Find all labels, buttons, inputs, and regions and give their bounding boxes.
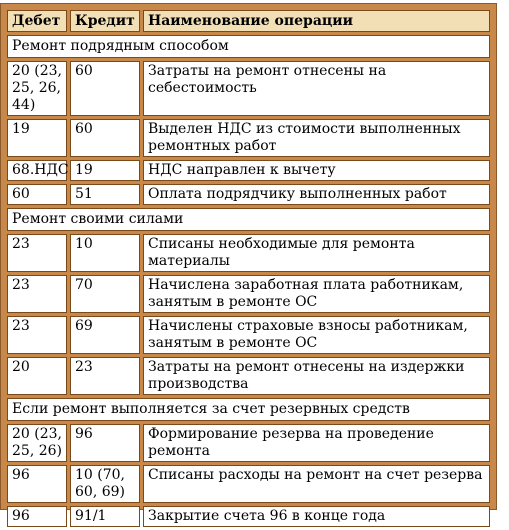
- operation-cell: Формирование резерва на проведение ремонта: [143, 424, 490, 462]
- header-credit: Кредит: [70, 10, 140, 32]
- operation-cell: Списаны необходимые для ремонта материалы: [143, 234, 490, 272]
- table-row: [7, 234, 490, 272]
- header-operation: Наименование операции: [143, 10, 490, 32]
- credit-cell: 23: [70, 357, 140, 395]
- table-row: [7, 119, 490, 157]
- table-row: [7, 184, 490, 205]
- credit-cell: 70: [70, 275, 140, 313]
- table-row: [7, 357, 490, 395]
- operation-cell: Списаны расходы на ремонт на счет резерва: [143, 465, 490, 503]
- postings-table-frame: [0, 3, 497, 524]
- table-row: [7, 61, 490, 116]
- header-row: [7, 10, 490, 32]
- header-debit: Дебет: [7, 10, 67, 32]
- section-title: Если ремонт выполняется за счет резервных средств: [7, 398, 490, 421]
- credit-cell: 60: [70, 119, 140, 157]
- debit-cell: 96: [7, 465, 67, 503]
- debit-cell: 20 (23, 25, 26): [7, 424, 67, 462]
- section-row: [7, 398, 490, 421]
- table-row: [7, 275, 490, 313]
- credit-cell: 96: [70, 424, 140, 462]
- credit-cell: 19: [70, 160, 140, 181]
- postings-table: [4, 7, 493, 530]
- debit-cell: 68.НДС: [7, 160, 67, 181]
- debit-cell: 23: [7, 234, 67, 272]
- table-row: [7, 506, 490, 527]
- operation-cell: Начислена заработная плата работникам, занятым в ремонте ОС: [143, 275, 490, 313]
- table-row: [7, 160, 490, 181]
- table-row: [7, 316, 490, 354]
- credit-cell: 69: [70, 316, 140, 354]
- operation-cell: Оплата подрядчику выполненных работ: [143, 184, 490, 205]
- operation-cell: Затраты на ремонт отнесены на издержки производства: [143, 357, 490, 395]
- credit-cell: 51: [70, 184, 140, 205]
- table-row: [7, 465, 490, 503]
- operation-cell: Затраты на ремонт отнесены на себестоимость: [143, 61, 490, 116]
- debit-cell: 19: [7, 119, 67, 157]
- debit-cell: 23: [7, 275, 67, 313]
- operation-cell: НДС направлен к вычету: [143, 160, 490, 181]
- table-body: [7, 35, 490, 527]
- debit-cell: 60: [7, 184, 67, 205]
- operation-cell: Закрытие счета 96 в конце года: [143, 506, 490, 527]
- credit-cell: 10 (70, 60, 69): [70, 465, 140, 503]
- debit-cell: 20: [7, 357, 67, 395]
- credit-cell: 10: [70, 234, 140, 272]
- section-title: Ремонт своими силами: [7, 208, 490, 231]
- section-row: [7, 208, 490, 231]
- credit-cell: 91/1: [70, 506, 140, 527]
- section-row: [7, 35, 490, 58]
- operation-cell: Выделен НДС из стоимости выполненных ремонтных работ: [143, 119, 490, 157]
- debit-cell: 20 (23, 25, 26, 44): [7, 61, 67, 116]
- section-title: Ремонт подрядным способом: [7, 35, 490, 58]
- table-row: [7, 424, 490, 462]
- credit-cell: 60: [70, 61, 140, 116]
- debit-cell: 23: [7, 316, 67, 354]
- debit-cell: 96: [7, 506, 67, 527]
- operation-cell: Начислены страховые взносы работникам, занятым в ремонте ОС: [143, 316, 490, 354]
